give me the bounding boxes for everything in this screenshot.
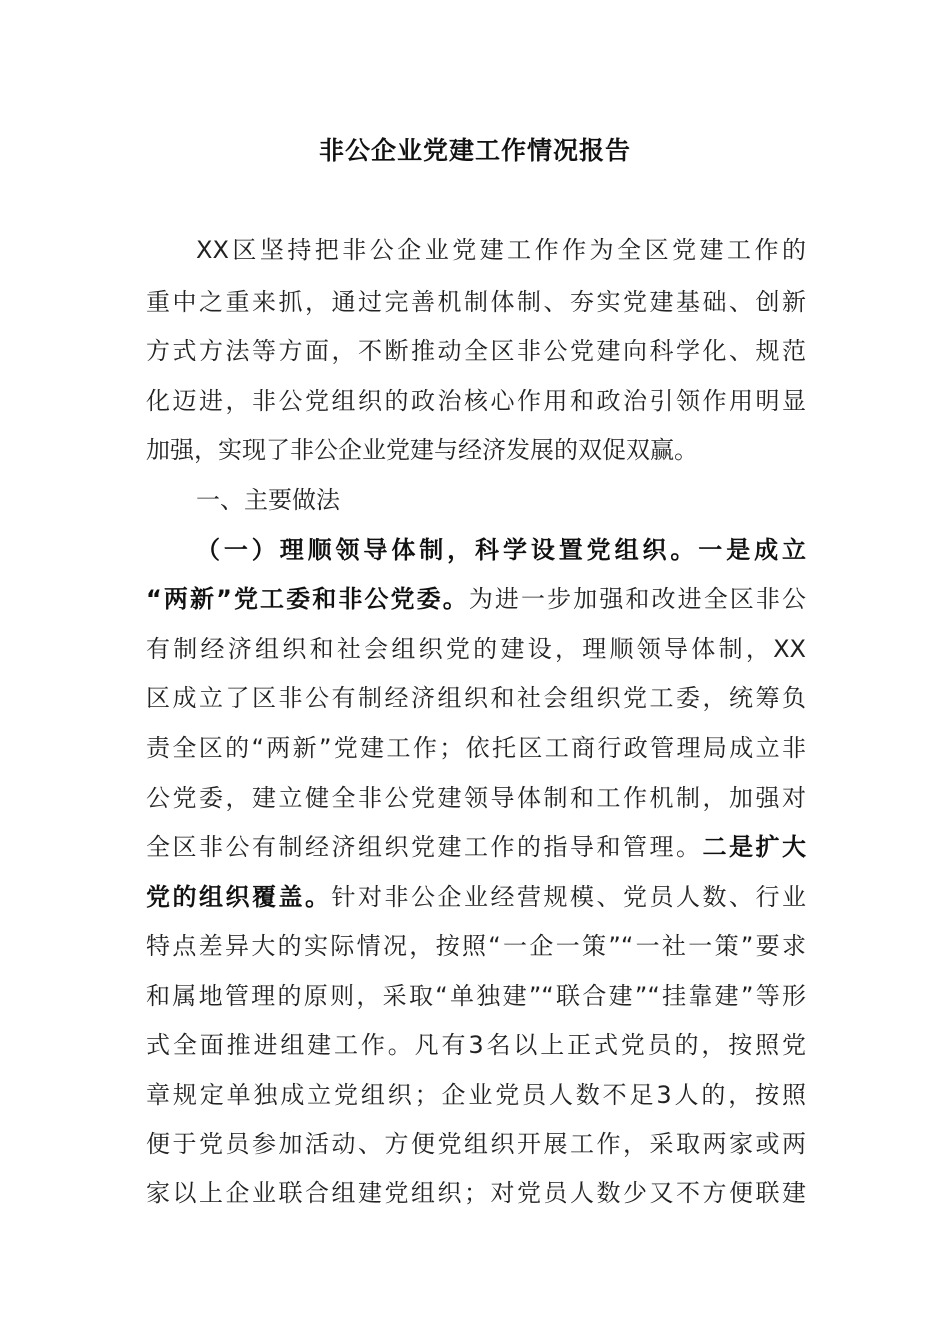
paragraph-line: 公党委，建立健全非公党建领导体制和工作机制，加强对 xyxy=(146,784,806,812)
paragraph-line: 重中之重来抓，通过完善机制体制、夯实党建基础、创新 xyxy=(146,288,806,316)
paragraph-line: 和属地管理的原则，采取“单独建”“联合建”“挂靠建”等形 xyxy=(146,982,806,1010)
paragraph-line: 式全面推进组建工作。凡有3名以上正式党员的，按照党 xyxy=(146,1031,806,1059)
paragraph-line xyxy=(146,829,806,865)
paragraph-line: 方式方法等方面，不断推动全区非公党建向科学化、规范 xyxy=(146,337,806,365)
paragraph-text: 全区非公有制经济组织党建工作的指导和管理。 xyxy=(146,833,703,861)
paragraph-line xyxy=(146,581,806,617)
bold-lead-text: “两新”党工委和非公党委。 xyxy=(146,585,469,613)
paragraph-line: 加强，实现了非公企业党建与经济发展的双促双赢。 xyxy=(146,436,698,464)
paragraph-line: XX区坚持把非公企业党建工作作为全区党建工作的 xyxy=(196,236,806,264)
bold-lead-text: 党的组织覆盖。 xyxy=(146,883,332,911)
paragraph-line: 区成立了区非公有制经济组织和社会组织党工委，统筹负 xyxy=(146,684,806,712)
paragraph-line xyxy=(146,879,806,915)
paragraph-text: 为进一步加强和改进全区非公 xyxy=(468,585,807,613)
paragraph-line: 章规定单独成立党组织；企业党员人数不足3人的，按照 xyxy=(146,1081,806,1109)
paragraph-line: 家以上企业联合组建党组织；对党员人数少又不方便联建 xyxy=(146,1179,806,1207)
paragraph-line: 特点差异大的实际情况，按照“一企一策”“一社一策”要求 xyxy=(146,932,806,960)
section-heading: 一、主要做法 xyxy=(196,486,340,514)
bold-lead-text: 二是扩大 xyxy=(702,833,806,861)
paragraph-line: 有制经济组织和社会组织党的建设，理顺领导体制，XX xyxy=(146,635,806,663)
document-title: 非公企业党建工作情况报告 xyxy=(318,136,631,165)
bold-heading-text: （一）理顺领导体制，科学设置党组织。一是成立 xyxy=(196,536,806,564)
paragraph-line: 便于党员参加活动、方便党组织开展工作，采取两家或两 xyxy=(146,1130,806,1158)
paragraph-line: 化迈进，非公党组织的政治核心作用和政治引领作用明显 xyxy=(146,387,806,415)
paragraph-text: 针对非公企业经营规模、党员人数、行业 xyxy=(331,883,806,911)
subsection-heading-line xyxy=(196,532,806,568)
paragraph-line: 责全区的“两新”党建工作；依托区工商行政管理局成立非 xyxy=(146,734,806,762)
